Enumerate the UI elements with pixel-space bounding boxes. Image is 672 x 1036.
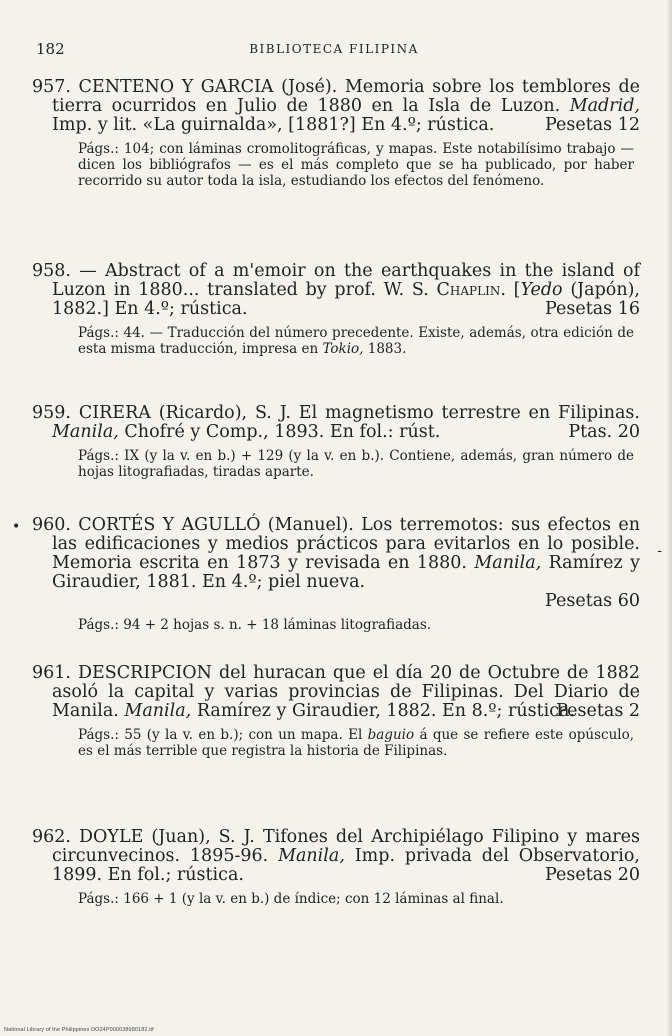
entry-imprint: (Japón), 1882.] En 4.º; rústica. [52,280,640,319]
entry-title: Tifones del Archipiélago Filipino y mares circunvecinos. 1895-96. [52,827,640,866]
entry-price: Pesetas 2 [556,701,640,721]
entry-main-text: 958. — Abstract of a m'emoir on the earthquakes in the island of Luzon in 1880... translated by prof. W. S. Chaplin. [Yedo (Japón), 1882.] En 4.º; rústica. Pesetas 16 [32,261,640,319]
entry-main-text [32,78,640,135]
entry-place: Manila, [474,553,542,573]
entry-price: Ptas. 20 [568,422,640,442]
entry-number: 959. [32,403,71,423]
entry-main-text [32,404,640,442]
entry-number: 961. [32,663,71,683]
margin-mark: • [12,519,21,535]
entry-title: Los terremotos: sus efectos en las edificaciones y medios prácticos para evitarlos en lo posible. Memoria escrita en 1873 y revisada en 1880. [52,515,640,573]
note-text-end: 1883. [367,341,407,357]
entry-959 [32,404,640,480]
margin-mark: - [657,543,662,559]
entry-place: Madrid, [569,96,640,116]
entry-place: Manila, [52,422,119,442]
entry-note: Págs.: 94 + 2 hojas s. n. + 18 láminas litografiadas. [78,617,432,633]
entry-title: Memoria sobre los temblores de tierra ocurridos en Julio de 1880 en la Isla de Luzon. [52,77,640,116]
entry-place: Manila, [278,846,345,866]
entry-number: 957. [32,77,71,97]
entry-place: Yedo [520,280,563,300]
note-place: Tokio, [322,341,364,357]
entry-author: CORTÉS Y AGULLÓ [78,515,261,535]
page-header [36,40,632,62]
note-text: Págs.: 44. — Traducción del número precedente. Existe, además, otra edición de esta misma traducción, impresa en [78,325,634,357]
entry-main-text [32,516,640,611]
entry-imprint: Imp. y lit. «La guirnalda», [1881?] En 4.º; rústica. [52,115,495,135]
entry-note: Págs.: IX (y la v. en b.) + 129 (y la v. en b.). Contiene, además, gran número de hojas litografiadas, tiradas aparte. [78,448,634,480]
entry-961 [32,664,640,759]
scan-credit: National Library of the Philippines DO24P000038980182.tif [4,1027,154,1033]
entry-imprint: Ramírez y Giraudier, 1881. En 4.º; piel nueva. [52,553,640,592]
entry-price: Pesetas 16 [545,299,640,319]
entry-main-text [32,828,640,885]
entry-author: DESCRIPCION [77,663,212,683]
page-edge-shadow [666,0,672,1036]
entry-note: Págs.: 166 + 1 (y la v. en b.) de índice; con 12 láminas al final. [78,891,504,907]
entry-title: El magnetismo terrestre en Filipinas. [298,403,640,423]
entry-price: Pesetas 12 [545,115,640,135]
entry-price: Pesetas 20 [545,865,640,885]
entry-translator: Chaplin. [436,280,506,300]
entry-note: Págs.: 104; con láminas cromolitográficas, y mapas. Este notabilísimo trabajo — dicen los bibliógrafos — es el más completo que se ha publicado, por haber recorrido su autor toda la isla, estudiando los efectos del fenómeno. [78,141,634,189]
entry-imprint: Imp. privada del Observatorio, 1899. En fol.; rústica. [52,846,640,885]
entry-author-detail: (José). [281,77,338,97]
entry-957 [32,78,640,189]
entry-author-detail: (Manuel). [267,515,354,535]
running-title: BIBLIOTECA FILIPINA [249,42,419,56]
entry-place: Manila, [124,701,192,721]
entry-962 [32,828,640,907]
note-emphasis: baguio [367,727,415,743]
entry-main-text [32,664,640,721]
entry-note [32,325,640,357]
entry-958 [32,262,640,357]
entry-price: Pesetas 60 [545,591,640,611]
entry-title: del huracan que el día 20 de Octubre de 1882 asoló la capital y varias provincias de Filipinas. Del Diario de Manila. [52,663,640,721]
entry-author: CENTENO Y GARCIA [78,77,274,97]
entry-author-detail: (Ricardo), S. J. [158,403,291,423]
entry-author-detail: (Juan), S. J. [151,827,255,847]
entry-imprint: Chofré y Comp., 1893. En fol.: rúst. [124,422,441,442]
entry-imprint: Ramírez y Giraudier, 1882. En 8.º; rústica. [196,701,576,721]
entry-960 [32,516,640,633]
entry-number: 960. [32,515,71,535]
note-text-end: á que se refiere este opúsculo, es el más terrible que registra la historia de Filipinas. [78,727,635,759]
note-text: Págs.: 55 (y la v. en b.); con un mapa. El [78,727,363,743]
entry-note [32,727,640,759]
page-number: 182 [36,40,65,58]
entry-number: 962. [32,827,71,847]
entry-title: — Abstract of a m'emoir on the earthquakes in the island of Luzon in 1880... translated by prof. W. S. [52,261,640,300]
entry-author: CIRERA [78,403,151,423]
entry-number: 958. [32,261,71,281]
entry-author: DOYLE [79,827,144,847]
